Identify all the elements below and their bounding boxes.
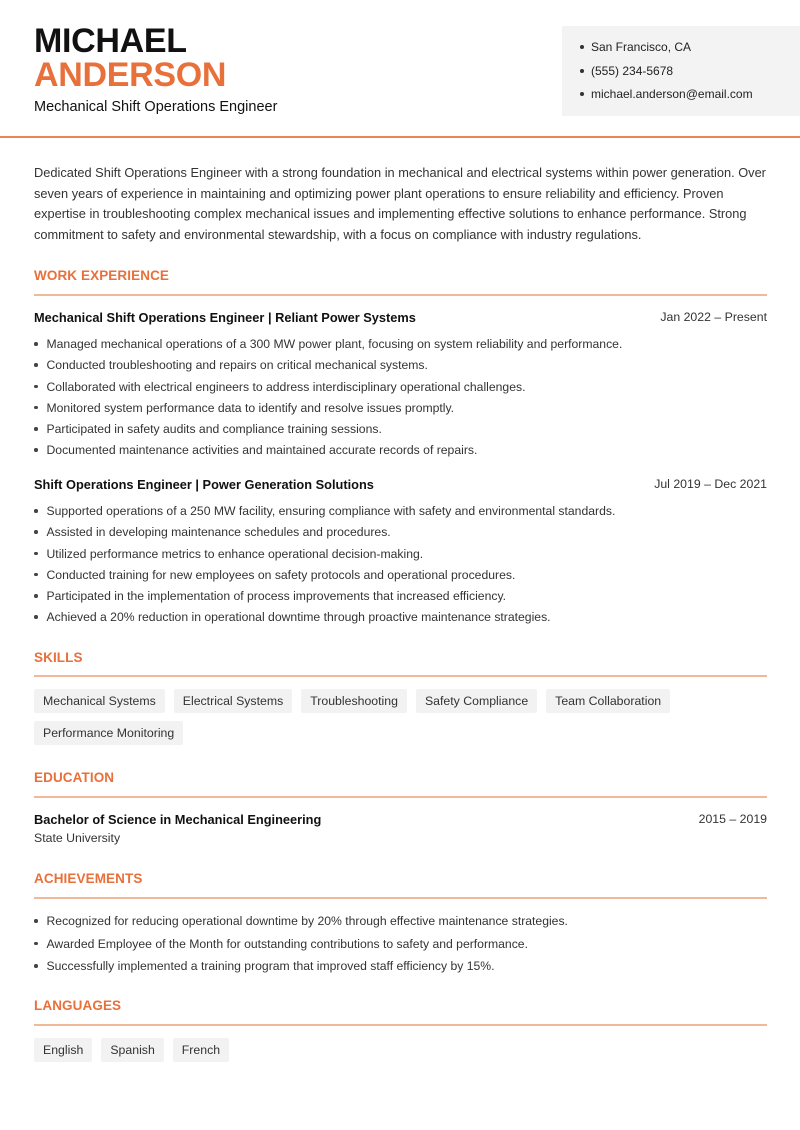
list-item <box>34 912 767 935</box>
section-divider <box>34 294 767 296</box>
last-name: ANDERSON <box>34 56 227 94</box>
achievements-list <box>34 912 767 980</box>
bullet-icon <box>34 964 38 968</box>
job-bullets <box>34 335 767 463</box>
contact-location-text: San Francisco, CA <box>591 40 692 54</box>
bullet-text: Participated in safety audits and compliance training sessions. <box>46 422 382 437</box>
section-title-skills: SKILLS <box>34 650 83 665</box>
bullet-icon <box>34 427 38 431</box>
bullet-icon <box>34 942 38 946</box>
skill-tag: Troubleshooting <box>301 689 407 713</box>
education-dates: 2015 – 2019 <box>698 812 767 826</box>
bullet-icon <box>34 448 38 452</box>
job-title: Mechanical Shift Operations Engineer | Reliant Power Systems <box>34 310 416 325</box>
section-divider <box>34 675 767 677</box>
skill-tag: Mechanical Systems <box>34 689 165 713</box>
bullet-icon <box>34 552 38 556</box>
bullet-icon <box>34 615 38 619</box>
language-tags <box>34 1038 767 1062</box>
degree: Bachelor of Science in Mechanical Engineering <box>34 812 322 827</box>
section-title-languages: LANGUAGES <box>34 998 122 1013</box>
job-dates: Jul 2019 – Dec 2021 <box>654 477 767 491</box>
contact-location <box>580 38 800 62</box>
bullet-icon <box>34 594 38 598</box>
bullet-icon <box>34 509 38 513</box>
bullet-text: Managed mechanical operations of a 300 MW power plant, focusing on system reliability and performance. <box>46 337 623 351</box>
bullet-text: Achieved a 20% reduction in operational downtime through proactive maintenance strategies. <box>46 610 551 625</box>
bullet-icon <box>580 45 584 49</box>
bullet-icon <box>580 92 584 96</box>
list-item <box>34 399 767 420</box>
bullet-text: Utilized performance metrics to enhance operational decision-making. <box>46 546 424 561</box>
section-divider <box>34 897 767 899</box>
language-tag: French <box>173 1038 229 1062</box>
list-item <box>34 566 767 587</box>
skill-tag: Electrical Systems <box>174 689 292 713</box>
professional-summary: Dedicated Shift Operations Engineer with a strong foundation in mechanical and electrical systems within power generation. Over seven years of experience in maintaining and optimizing power plant operations to ensure reliability and efficiency. Proven expertise in troubleshooting complex mechanical issues and implementing effective solutions to enhance performance. Strong commitment to safety and environmental stewardship, with a focus on compliance with industry regulations. <box>34 165 766 243</box>
contact-phone-text: (555) 234-5678 <box>591 63 674 78</box>
section-title-work-experience: WORK EXPERIENCE <box>34 268 170 283</box>
language-tag: Spanish <box>101 1038 163 1062</box>
list-item <box>34 420 767 441</box>
bullet-text: Monitored system performance data to identify and resolve issues promptly. <box>46 400 455 415</box>
bullet-text: Awarded Employee of the Month for outstanding contributions to safety and performance. <box>46 936 528 951</box>
section-divider <box>34 1024 767 1026</box>
resume-header <box>0 0 800 138</box>
job-header <box>34 310 767 325</box>
list-item <box>34 356 767 377</box>
list-item <box>34 587 767 608</box>
list-item <box>34 502 767 523</box>
skills-tags <box>34 689 767 745</box>
list-item <box>34 523 767 544</box>
job-dates: Jan 2022 – Present <box>660 310 767 324</box>
bullet-icon <box>34 385 38 389</box>
list-item <box>34 441 767 462</box>
job-bullets <box>34 502 767 630</box>
job-title-headline: Mechanical Shift Operations Engineer <box>34 99 278 115</box>
skill-tag: Safety Compliance <box>416 689 537 713</box>
contact-phone <box>580 62 800 86</box>
section-title-education: EDUCATION <box>34 770 115 785</box>
bullet-text: Documented maintenance activities and maintained accurate records of repairs. <box>46 443 478 458</box>
bullet-text: Participated in the implementation of process improvements that increased efficiency. <box>46 589 507 604</box>
skill-tag: Performance Monitoring <box>34 721 183 745</box>
bullet-icon <box>34 406 38 410</box>
bullet-text: Conducted troubleshooting and repairs on critical mechanical systems. <box>46 358 428 373</box>
first-name: MICHAEL <box>34 22 187 60</box>
school-name: State University <box>34 831 121 845</box>
bullet-icon <box>34 573 38 577</box>
language-tag: English <box>34 1038 92 1062</box>
bullet-text: Successfully implemented a training program that improved staff efficiency by 15%. <box>46 959 495 973</box>
list-item <box>34 335 767 356</box>
list-item <box>34 957 767 980</box>
list-item <box>34 378 767 399</box>
list-item <box>34 545 767 566</box>
bullet-text: Recognized for reducing operational downtime by 20% through effective maintenance strategies. <box>46 914 568 928</box>
section-divider <box>34 796 767 798</box>
bullet-text: Supported operations of a 250 MW facility, ensuring compliance with safety and environmental standards. <box>46 504 616 518</box>
bullet-icon <box>34 342 38 346</box>
bullet-icon <box>580 69 584 73</box>
contact-email-text: michael.anderson@email.com <box>591 87 753 101</box>
list-item <box>34 935 767 958</box>
bullet-icon <box>34 363 38 367</box>
education-header <box>34 812 767 827</box>
bullet-icon <box>34 530 38 534</box>
bullet-text: Collaborated with electrical engineers to address interdisciplinary operational challenges. <box>46 379 526 394</box>
contact-box <box>562 26 800 116</box>
bullet-text: Conducted training for new employees on safety protocols and operational procedures. <box>46 567 516 582</box>
job-header <box>34 477 767 492</box>
job-title: Shift Operations Engineer | Power Generation Solutions <box>34 477 374 492</box>
list-item <box>34 608 767 629</box>
section-title-achievements: ACHIEVEMENTS <box>34 871 143 886</box>
bullet-icon <box>34 919 38 923</box>
contact-email <box>580 85 800 109</box>
bullet-text: Assisted in developing maintenance schedules and procedures. <box>46 525 391 540</box>
skill-tag: Team Collaboration <box>546 689 670 713</box>
